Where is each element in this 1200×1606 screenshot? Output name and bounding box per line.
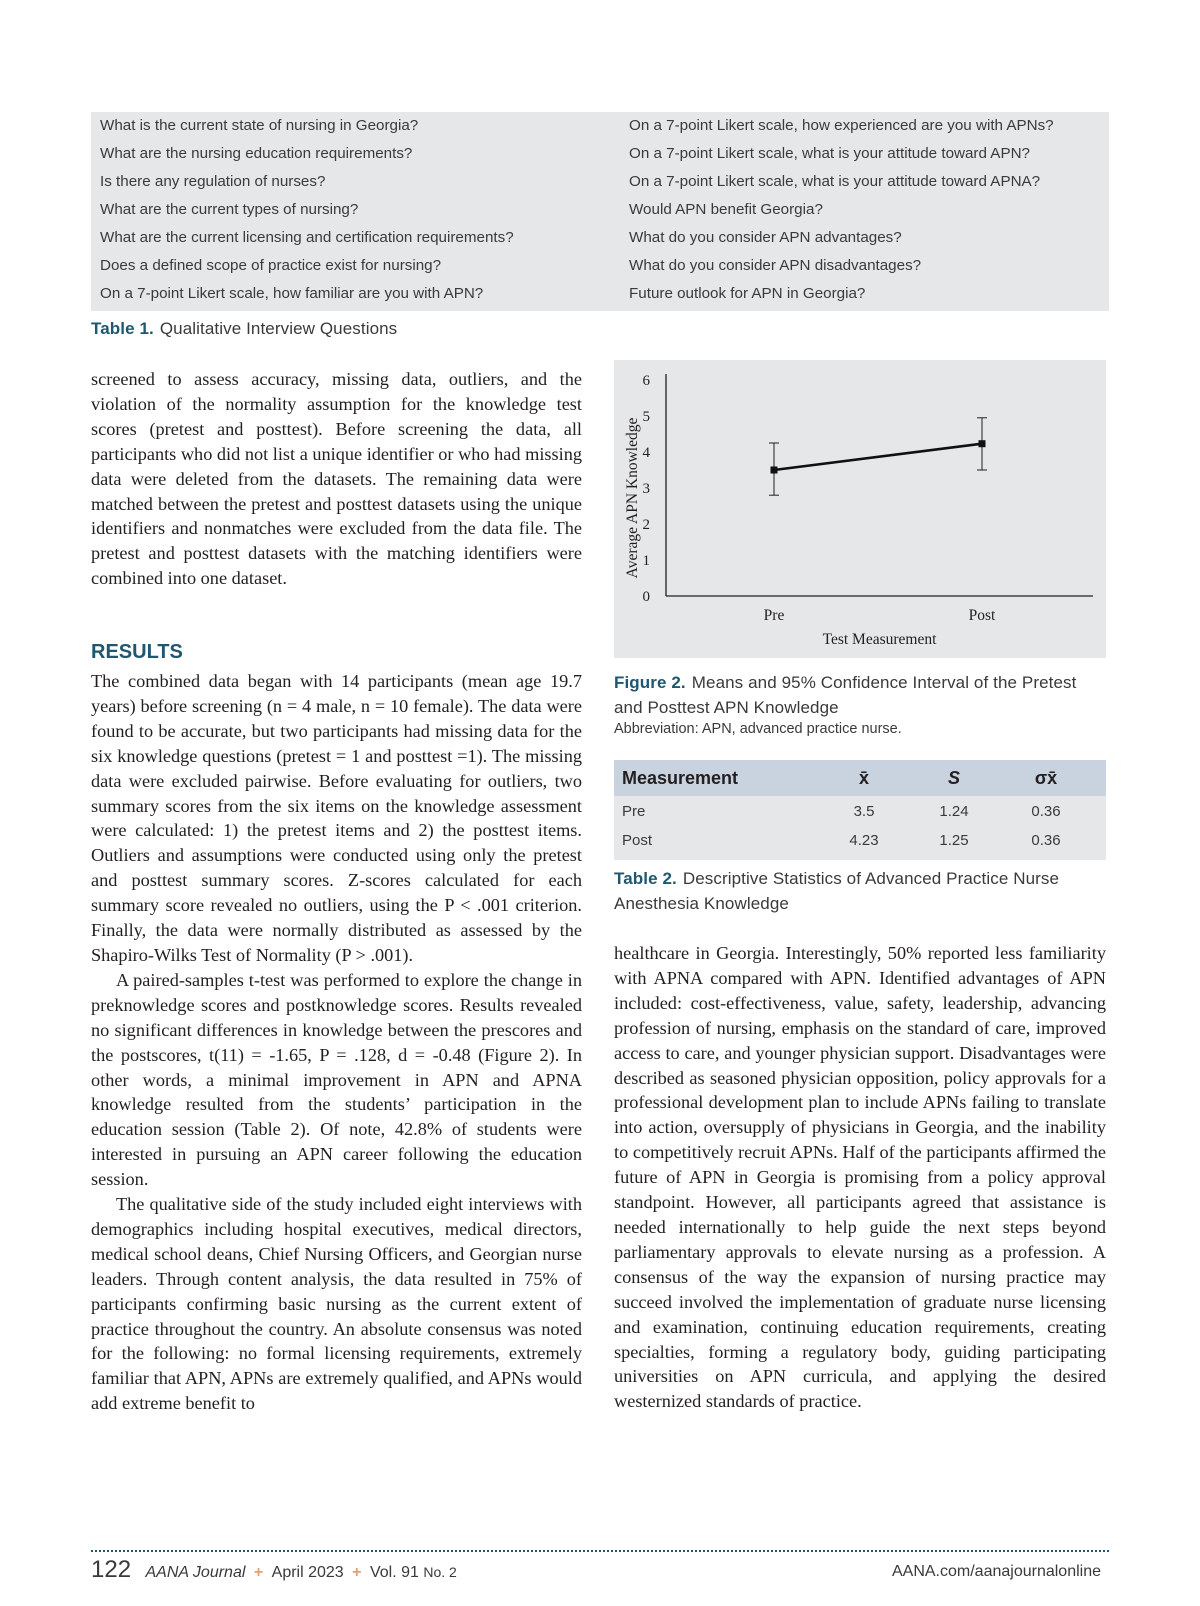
table-cell: 0.36 (1031, 803, 1061, 820)
table-header-row (614, 760, 1106, 796)
table-1 (91, 112, 1109, 311)
paragraph: The qualitative side of the study included eight interviews with demographics including hospital executives, medical directors, medical school deans, Chief Nursing Officers, and Georgian nurse leaders. Through content analysis, the data resulted in 75% of participants confirming basic nursing as the current extent of practice throughout the country. An absolute consensus was noted for the following: no formal licensing requirements, extremely familiar that APN, APNs are extremely qualified, and APNs would add extreme benefit to (91, 1194, 582, 1414)
column-header: S (947, 768, 960, 788)
table-row: On a 7-point Likert scale, how experienced are you with APNs? (629, 117, 1054, 134)
table-2-caption (614, 866, 1106, 916)
plus-icon: + (352, 1564, 362, 1581)
table-row (614, 825, 1106, 854)
y-tick-label: 6 (642, 373, 650, 389)
footer-citation (91, 1556, 457, 1584)
table-1-right-column (629, 112, 1109, 308)
y-tick-label: 4 (642, 445, 650, 461)
data-point (771, 467, 778, 474)
y-tick-label: 3 (642, 481, 650, 497)
table-cell: Pre (622, 803, 646, 820)
table-1-caption-text: Qualitative Interview Questions (159, 319, 398, 338)
table-row: Would APN benefit Georgia? (629, 201, 823, 218)
table-1-caption (91, 319, 397, 339)
plus-icon: + (253, 1564, 264, 1581)
table-row: What are the current types of nursing? (100, 201, 359, 218)
right-column-text (614, 941, 1106, 1414)
y-tick-label: 2 (642, 517, 650, 533)
y-tick-label: 0 (642, 589, 650, 605)
journal-name: AANA Journal (145, 1564, 246, 1581)
table-1-left-column (100, 112, 600, 308)
table-2-caption-text: Descriptive Statistics of Advanced Practice Nurse Anesthesia Knowledge (614, 869, 1060, 913)
table-cell: 1.24 (939, 803, 969, 820)
table-row: On a 7-point Likert scale, how familiar are you with APN? (100, 285, 484, 302)
journal-url: AANA.com/aanajournalonline (891, 1563, 1101, 1580)
table-row: What are the nursing education requirements? (100, 145, 413, 162)
table-cell: 4.23 (849, 832, 879, 849)
line-chart (614, 360, 1106, 658)
issue-date: April 2023 (271, 1564, 344, 1581)
table-cell: Post (622, 832, 653, 849)
table-row: What do you consider APN disadvantages? (629, 257, 922, 274)
table-row: Is there any regulation of nurses? (100, 173, 326, 190)
table-row: What are the current licensing and certification requirements? (100, 229, 514, 246)
page-number: 122 (91, 1556, 132, 1583)
paragraph: healthcare in Georgia. Interestingly, 50% reported less familiarity with APNA compared with APN. Identified advantages of APN included: cost-effectiveness, value, safety, leadership, advancing profession of nursing, emphasis on the standard of care, improved access to care, and younger physician support. Disadvantages were described as seasoned physician opposition, policy approvals for a professional development plan to include APNs failing to translate into action, oversupply of physicians in Georgia, and the inability to competitively recruit APNs. Half of the participants affirmed the future of APN in Georgia is promising from a policy approval standpoint. However, all participants agreed that assistance is needed internationally to help guide the next steps beyond parliamentary approvals to elevate nursing as a profession. A consensus of the way the expansion of nursing practice may succeed involved the implementation of graduate nurse licensing and examination, continuing education requirements, creating specialties, forming a regulatory body, guiding participating universities on APN curricula, and applying the desired westernized standards of practice. (614, 943, 1106, 1412)
x-axis-label: Test Measurement (822, 631, 937, 648)
left-column-top (91, 367, 582, 591)
x-tick-label: Post (968, 607, 996, 624)
table-row: What is the current state of nursing in Georgia? (100, 117, 419, 134)
table-row: Future outlook for APN in Georgia? (629, 285, 866, 302)
table-cell: 0.36 (1031, 832, 1061, 849)
y-tick-label: 1 (642, 553, 650, 569)
table-1-caption-label: Table 1. (91, 319, 154, 338)
paragraph: A paired-samples t-test was performed to explore the change in preknowledge scores and postknowledge scores. Results revealed no significant differences in knowledge between the prescores and the postscores, t(11) = -1.65, P = .128, d = -0.48 (Figure 2). In other words, a minimal improvement in APN and APNA knowledge resulted from the students’ participation in the education session (Table 2). Of note, 42.8% of students were interested in pursuing an APN career following the education session. (91, 969, 582, 1190)
data-point (979, 440, 986, 447)
y-axis-label: Average APN Knowledge (624, 417, 641, 579)
table-cell: 1.25 (939, 832, 969, 849)
table-row: What do you consider APN advantages? (629, 229, 902, 246)
footer-divider (91, 1550, 1109, 1552)
y-tick-label: 5 (642, 409, 650, 425)
table-row: Does a defined scope of practice exist for nursing? (100, 257, 442, 274)
column-header: Measurement (622, 768, 739, 788)
series-line (774, 444, 982, 470)
paragraph: screened to assess accuracy, missing data, outliers, and the violation of the normality assumption for the knowledge test scores (pretest and posttest). Before screening the data, all participants who did not list a unique identifier or who had missing data were deleted from the datasets. The remaining data were matched between the pretest and posttest datasets using the unique identifiers and nonmatches were excluded from the data file. The pretest and posttest datasets with the matching identifiers were combined into one dataset. (91, 369, 582, 589)
figure-2 (614, 360, 1106, 658)
issue-number: No. 2 (423, 1564, 457, 1580)
left-column-results (91, 669, 582, 1416)
column-header: σx̄ (1034, 768, 1058, 788)
column-header: x̄ (858, 768, 869, 788)
figure-2-caption-label: Figure 2. (614, 673, 686, 692)
x-tick-label: Pre (763, 607, 785, 624)
table-row: On a 7-point Likert scale, what is your attitude toward APN? (629, 145, 1030, 162)
figure-2-abbreviation: Abbreviation: APN, advanced practice nurse. (614, 721, 902, 737)
section-heading-results: RESULTS (91, 641, 183, 663)
table-2-caption-label: Table 2. (614, 869, 677, 888)
table-cell: 3.5 (853, 803, 875, 820)
table-row: On a 7-point Likert scale, what is your attitude toward APNA? (629, 173, 1041, 190)
volume: Vol. 91 (369, 1564, 419, 1581)
table-2 (614, 760, 1106, 860)
figure-2-caption-text: Means and 95% Confidence Interval of the Pretest and Posttest APN Knowledge (614, 673, 1077, 717)
figure-2-caption (614, 670, 1106, 720)
paragraph: The combined data began with 14 participants (mean age 19.7 years) before screening (n = 4 male, n = 10 female). The data were found to be accurate, but two participants had missing data for the six knowledge questions (pretest = 1 and posttest =1). The missing data were excluded pairwise. Before evaluating for outliers, two summary scores from the six items on the knowledge assessment were calculated: 1) the pretest items and 2) the posttest items. Outliers and assumptions were conducted using only the pretest and posttest summary scores. Z-scores calculated for each summary score revealed no outliers, using the P < .001 criterion. Finally, the data were normally distributed as assessed by the Shapiro-Wilks Test of Normality (P > .001). (91, 671, 582, 965)
table-row (614, 796, 1106, 825)
